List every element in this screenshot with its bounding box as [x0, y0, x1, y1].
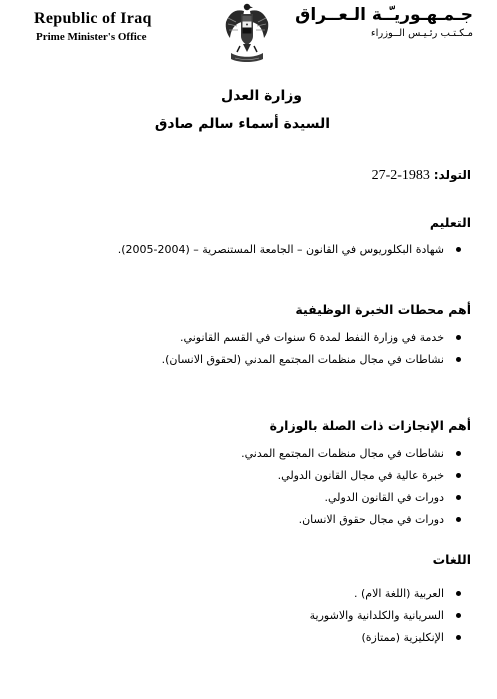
- list-item: [31, 583, 471, 605]
- list-item-text: نشاطات في مجال منظمات المجتمع المدني.: [241, 447, 444, 460]
- list-item-text: دورات في مجال حقوق الانسان.: [298, 513, 444, 526]
- list-item-text: دورات في القانون الدولي.: [324, 491, 444, 504]
- list-item: [31, 487, 471, 509]
- section-heading: أهم الإنجازات ذات الصلة بالوزارة: [269, 418, 471, 433]
- list-item-text: الإنكليزية (ممتازة): [361, 631, 444, 644]
- bullet-icon: [456, 613, 461, 618]
- header-arabic: [295, 4, 473, 39]
- list-item: [31, 627, 471, 649]
- list-item-text: العربية (اللغة الام) .: [353, 587, 444, 600]
- header-office-ar: مـكـتـب رئـيـس الــوزراء: [370, 28, 473, 39]
- education-list: [31, 239, 471, 261]
- header-country-en: Republic of Iraq: [34, 10, 152, 27]
- languages-list: [31, 583, 471, 649]
- section-heading: التعليم: [429, 215, 471, 230]
- list-item: [31, 443, 471, 465]
- header-country-ar: جـمـهـوريـّـة الـعــراق: [295, 5, 473, 25]
- list-item-text: شهادة البكلوريوس في القانون – الجامعة المستنصرية – (2004-2005).: [117, 243, 444, 256]
- bullet-icon: [456, 473, 461, 478]
- achievements-section: [31, 418, 471, 531]
- languages-section: [31, 552, 471, 649]
- section-heading: أهم محطات الخبرة الوظيفية: [295, 302, 471, 317]
- bullet-icon: [456, 517, 461, 522]
- list-item: [31, 239, 471, 261]
- list-item-text: نشاطات في مجال منظمات المجتمع المدني (لحقوق الانسان).: [161, 353, 444, 366]
- ministry-title: وزارة العدل: [221, 88, 302, 104]
- achievements-list: [31, 443, 471, 531]
- education-section: [31, 215, 471, 261]
- list-item: [31, 349, 471, 371]
- header-english: [34, 10, 152, 43]
- bullet-icon: [456, 495, 461, 500]
- header-office-en: Prime Minister's Office: [36, 31, 147, 43]
- bullet-icon: [456, 357, 461, 362]
- experience-list: [31, 327, 471, 371]
- iraq-eagle-emblem-icon: [222, 0, 272, 64]
- list-item: [31, 327, 471, 349]
- bullet-icon: [456, 591, 461, 596]
- bullet-icon: [456, 635, 461, 640]
- bullet-icon: [456, 335, 461, 340]
- bullet-icon: [456, 451, 461, 456]
- birth-value: 27-2-1983: [371, 168, 430, 183]
- list-item-text: السريانية والكلدانية والاشورية: [309, 609, 444, 622]
- list-item: [31, 605, 471, 627]
- birth-label: التولد:: [433, 168, 471, 182]
- list-item: [31, 509, 471, 531]
- list-item-text: خبرة عالية في مجال القانون الدولي.: [277, 469, 444, 482]
- section-heading: اللغات: [432, 552, 471, 567]
- person-name: السيدة أسماء سالم صادق: [154, 116, 330, 132]
- list-item: [31, 465, 471, 487]
- experience-section: [31, 302, 471, 371]
- bullet-icon: [456, 247, 461, 252]
- list-item-text: خدمة في وزارة النفط لمدة 6 سنوات في القسم القانوني.: [180, 331, 444, 344]
- birth-date-line: [372, 168, 471, 184]
